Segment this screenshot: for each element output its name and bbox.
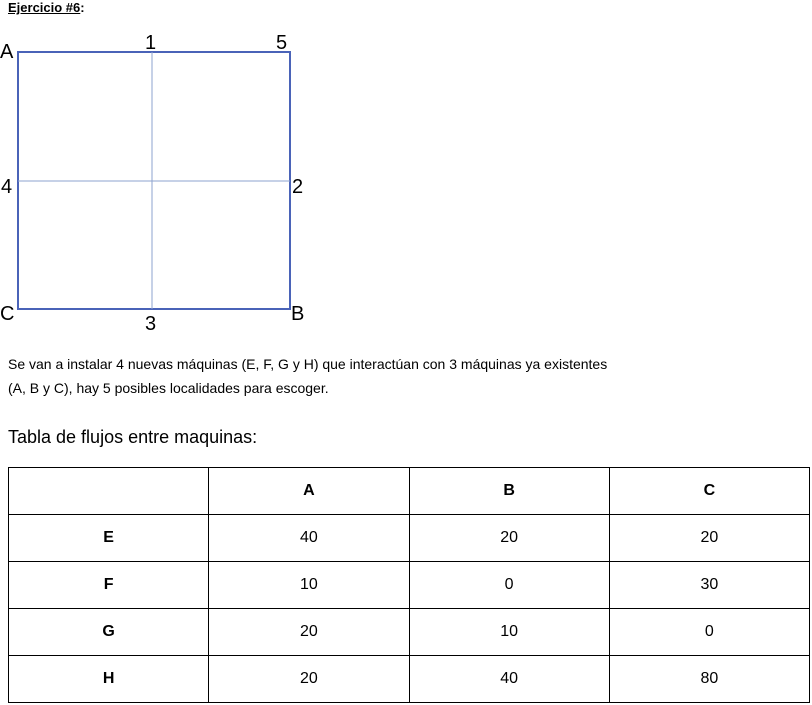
- corner-label-c: C: [0, 303, 15, 325]
- location-label-4: 4: [1, 176, 13, 198]
- location-label-5: 5: [276, 32, 288, 54]
- row-label-g: G: [9, 609, 209, 656]
- table-row-e: [9, 515, 810, 562]
- cell-g-a: 20: [209, 609, 409, 656]
- problem-description: [8, 352, 788, 400]
- cell-f-c: 30: [609, 562, 809, 609]
- header-cell-empty: [9, 468, 209, 515]
- problem-line-2: (A, B y C), hay 5 posibles localidades para escoger.: [8, 380, 329, 396]
- header-cell-b: B: [409, 468, 609, 515]
- location-label-1: 1: [145, 32, 157, 54]
- header-cell-c: C: [609, 468, 809, 515]
- cell-h-a: 20: [209, 656, 409, 703]
- table-row-g: [9, 609, 810, 656]
- flow-table: [8, 467, 810, 703]
- table-row-f: [9, 562, 810, 609]
- cell-e-a: 40: [209, 515, 409, 562]
- row-label-h: H: [9, 656, 209, 703]
- cell-g-c: 0: [609, 609, 809, 656]
- problem-line-1: Se van a instalar 4 nuevas máquinas (E, F, G y H) que interactúan con 3 máquinas ya existentes: [8, 356, 608, 372]
- cell-h-b: 40: [409, 656, 609, 703]
- location-label-3: 3: [145, 313, 157, 335]
- exercise-title-colon: :: [80, 0, 85, 15]
- corner-label-a: A: [0, 41, 14, 63]
- corner-label-b: B: [291, 303, 305, 325]
- exercise-title-text: Ejercicio #6: [8, 0, 81, 15]
- header-cell-a: A: [209, 468, 409, 515]
- cell-g-b: 10: [409, 609, 609, 656]
- cell-f-a: 10: [209, 562, 409, 609]
- location-label-2: 2: [292, 176, 304, 198]
- location-diagram: [0, 0, 320, 340]
- row-label-e: E: [9, 515, 209, 562]
- cell-e-b: 20: [409, 515, 609, 562]
- row-label-f: F: [9, 562, 209, 609]
- cell-h-c: 80: [609, 656, 809, 703]
- table-title: Tabla de flujos entre maquinas:: [8, 427, 258, 447]
- cell-e-c: 20: [609, 515, 809, 562]
- cell-f-b: 0: [409, 562, 609, 609]
- table-header-row: [9, 468, 810, 515]
- table-row-h: [9, 656, 810, 703]
